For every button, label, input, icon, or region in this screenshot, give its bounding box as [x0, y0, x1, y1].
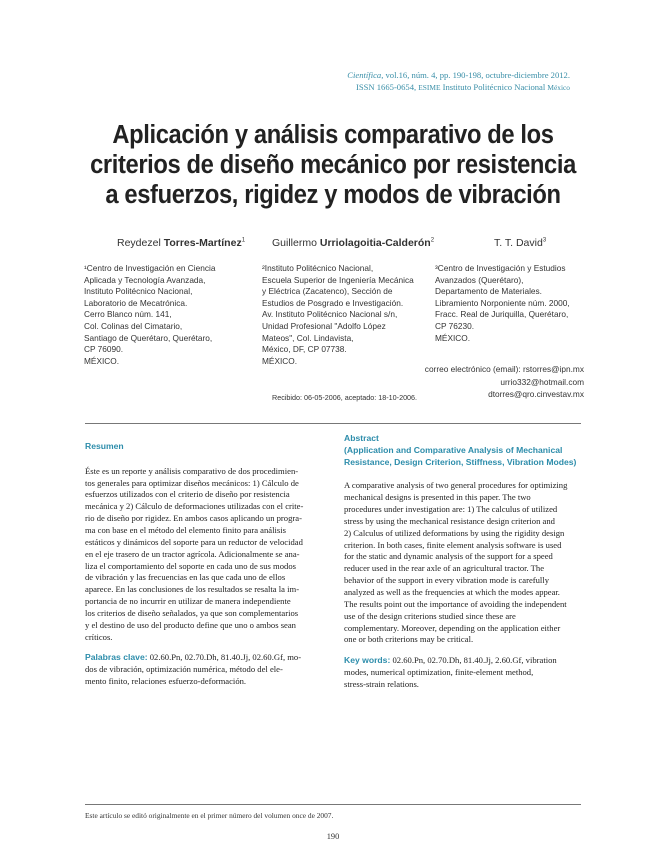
key-words-label: Key words: — [344, 655, 391, 666]
page-number: 190 — [326, 832, 340, 841]
paper-title — [79, 120, 587, 210]
resumen-section — [85, 441, 325, 688]
footnote-divider — [85, 804, 581, 805]
palabras-clave-label: Palabras clave: — [85, 652, 148, 663]
affiliation-1: ¹Centro de Investigación en Ciencia Aplicada y Tecnología Avanzada, Instituto Politécnico Nacional, Laboratorio de Mecatrónica. Cerro Blanco núm. 141, Col. Colinas del Cimatario, Santiago de Querétaro, Querétaro, CP 76090. MÉXICO. — [84, 263, 216, 366]
email-line: dtorres@qro.cinvestav.mx — [488, 389, 584, 399]
abstract-section — [344, 433, 584, 691]
abstract-keywords: Key words: 02.60.Pn, 02.70.Dh, 81.40.Jj, 2.60.Gf, vibration modes, numerical optimization, finite-element method, stress-strain relations. — [344, 655, 557, 689]
top-divider — [85, 423, 581, 424]
affiliation-3: ³Centro de Investigación y Estudios Avanzados (Querétaro), Departamento de Materiales. Libramiento Norponiente núm. 2000, Fracc. Real de Juriquilla, Querétaro, CP 76230. MÉXICO. — [435, 263, 570, 343]
title-line: a esfuerzos, rigidez y modos de vibración — [105, 181, 561, 209]
journal-name: Científica — [347, 70, 382, 80]
title-line: Aplicación y análisis comparativo de los — [112, 121, 554, 149]
email-line: urrio332@hotmail.com — [500, 376, 584, 387]
author-1: Reydezel Torres-Martínez$^1$ — [117, 237, 246, 249]
title-line: criterios de diseño mecánico por resistencia — [90, 151, 576, 179]
journal-volume-info: , vol.16, núm. 4, pp. 190-198, octubre-diciembre 2012. — [381, 70, 570, 80]
abstract-body: A comparative analysis of two general procedures for optimizing mechanical designs is presented in this paper. The two procedures under investigation are: 1) The calculus of utilized stress by using the mechanical resistance design criterion and 2) Calculus of utilized deformations by using the rigidity design criterion. In both cases, finite element analysis software is used for the static and dynamic analysis of the support for a speed reducer used in the rear axle of an agricultural tractor. The behavior of the support in every vibration mode is carefully analyzed as well as the frequencies at which the modes appear. The results point out the importance of avoiding the independent use of the design criterions studied since these are complementary. Moreover, depending on the application either one or both criterions may be critical. — [344, 480, 568, 645]
email-line: correo electrónico (email): rstorres@ipn.mx — [424, 364, 584, 374]
journal-issn: ISSN 1665-0654, — [355, 82, 419, 92]
footnote: Este artículo se editó originalmente en el primer número del volumen once de 2007. — [85, 811, 334, 820]
abstract-heading: Abstract (Application and Comparative Analysis of Mechanical Resistance, Design Criterion, Stiffness, Vibration Modes) — [344, 433, 577, 467]
affiliation-2: ²Instituto Politécnico Nacional, Escuela Superior de Ingeniería Mecánica y Eléctrica (Zacatenco), Sección de Estudios de Posgrado e Investigación. Av. Instituto Politécnico Nacional s/n, Unidad Profesional "Adolfo López Mateos", Col. Lindavista, México, DF, CP 07738. MÉXICO. — [262, 263, 414, 366]
author-emails — [425, 363, 584, 401]
resumen-heading: Resumen — [85, 441, 124, 451]
journal-institute: Instituto Politécnico Nacional — [440, 82, 548, 92]
resumen-body: Éste es un reporte y análisis comparativo de dos procedimien- tos generales para optimizar diseños mecánicos: 1) Cálculo de esfuerzos utilizados con el criterio de diseño por resistencia mecánica y 2) Cálculo de deformaciones utilizadas con el crite- rio de diseño por rigidez. En ambos casos aplicando un progra- ma con base en el método del elemento finito para análisis estáticos y dinámicos del soporte para un reductor de velocidad en el eje trasero de un tractor agrícola. Adicionalmente se ana- liza el comportamiento del soporte en cada uno de sus modos de vibración y las frecuencias en las que cada uno de ellos aparece. En las conclusiones de los resultados se resalta la im- portancia de no incurrir en utilizar de manera independiente los criterios de diseño señalados, ya que son complementarios y el destino de uso del producto define que uno o ambos sean críticos. — [85, 465, 304, 642]
resumen-keywords: Palabras clave: 02.60.Pn, 02.70.Dh, 81.40.Jj, 02.60.Gf, mo- dos de vibración, optimización numérica, método del ele- mento finito, relaciones esfuerzo-deformación. — [85, 652, 302, 687]
journal-citation — [347, 69, 570, 94]
received-date: Recibido: 06-05-2006, aceptado: 18-10-2006. — [272, 393, 418, 402]
journal-esime: ESIME — [418, 83, 441, 92]
journal-country: México — [547, 83, 570, 92]
author-3: T. T. David$^3$ — [494, 237, 547, 249]
author-2: Guillermo Urriolagoitia-Calderón$^2$ — [272, 237, 435, 249]
